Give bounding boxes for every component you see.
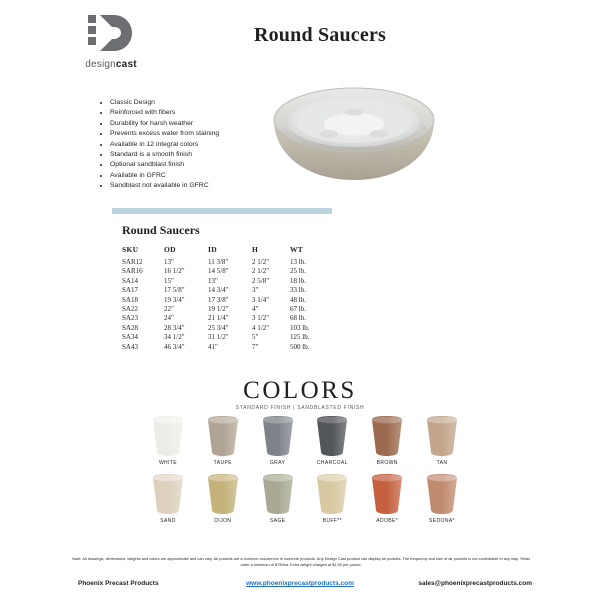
cell-id: 11 3/8"	[208, 258, 229, 266]
spec-table-title: Round Saucers	[122, 223, 200, 237]
spec-table	[122, 245, 324, 352]
table-row	[122, 314, 324, 323]
cell-wt: 500 lb.	[290, 342, 310, 351]
cell-h: 3 1/2"	[252, 314, 270, 323]
cell-id: 31 1/2"	[208, 333, 229, 342]
list-item: • Reinforced with fibers	[110, 108, 280, 118]
cell-id: 13"	[208, 276, 218, 285]
color-swatch-dijon[interactable]	[200, 472, 246, 524]
spec-panel	[112, 208, 332, 352]
color-swatch-adobe[interactable]	[364, 472, 410, 524]
pot-icon	[149, 414, 187, 458]
pot-icon	[204, 472, 242, 516]
table-row	[122, 258, 324, 267]
list-item: • Sandblast not available in GFRC	[110, 181, 280, 191]
cell-od: 17 5/8"	[164, 286, 185, 295]
color-label: TAN	[436, 460, 448, 466]
pot-icon	[313, 472, 351, 516]
brand-wordmark	[72, 59, 150, 70]
color-label: SAND	[160, 518, 176, 524]
list-item: • Prevents excess water from staining	[110, 129, 280, 139]
cell-id: 41"	[208, 342, 218, 351]
color-label: SAGE	[269, 518, 286, 524]
color-swatch-sand[interactable]	[145, 472, 191, 524]
color-label: TAUPE	[213, 460, 232, 466]
cell-od: 19 3/4"	[164, 295, 185, 304]
footer-website-link[interactable]: www.phoenixprecastproducts.com	[246, 580, 354, 587]
cell-wt: 25 lb.	[290, 267, 306, 276]
cell-h: 2 5/8"	[252, 276, 270, 285]
cell-od: 22"	[164, 304, 174, 313]
cell-wt: 103 lb.	[290, 323, 310, 332]
table-row	[122, 324, 324, 333]
list-item: • Available in GFRC	[110, 171, 280, 181]
page-footer	[0, 580, 600, 594]
list-item: • Available in 12 integral colors	[110, 140, 280, 150]
table-row	[122, 267, 324, 276]
cell-id: 19 1/2"	[208, 304, 229, 313]
column-header-od: OD	[164, 245, 176, 254]
cell-h: 2 1/2"	[252, 267, 270, 276]
color-swatch-gray[interactable]	[255, 414, 301, 466]
footer-company-name: Phoenix Precast Products	[78, 580, 159, 587]
cell-sku: SA23	[122, 314, 138, 323]
column-header-wt: WT	[290, 245, 304, 254]
cell-od: 15"	[164, 276, 174, 285]
color-label: SEDONA*	[429, 518, 455, 524]
cell-od: 24"	[164, 314, 174, 323]
color-swatch-white[interactable]	[145, 414, 191, 466]
pot-icon	[313, 414, 351, 458]
cell-wt: 33 lb.	[290, 286, 306, 295]
pot-icon	[423, 472, 461, 516]
colors-subtitle: STANDARD FINISH | SANDBLASTED FINISH	[235, 405, 365, 411]
cell-od: 16 1/2"	[164, 267, 185, 276]
page-header	[0, 0, 600, 78]
color-swatch-row	[145, 472, 465, 524]
page-title: Round Saucers	[253, 24, 387, 46]
cell-od: 46 3/4"	[164, 342, 185, 351]
table-row	[122, 343, 324, 352]
cell-sku: SA18	[122, 295, 138, 304]
table-header-row	[122, 245, 324, 258]
cell-h: 5"	[252, 333, 259, 342]
color-label: GRAY	[269, 460, 286, 466]
pot-icon	[259, 414, 297, 458]
cell-sku: SA17	[122, 286, 138, 295]
pot-icon	[368, 414, 406, 458]
cell-sku: SA34	[122, 333, 138, 342]
cell-id: 21 1/4"	[208, 314, 229, 323]
list-item: • Optional sandblast finish	[110, 160, 280, 170]
color-swatch-tan[interactable]	[419, 414, 465, 466]
cell-h: 4"	[252, 304, 259, 313]
cell-id: 25 3/4"	[208, 323, 229, 332]
column-header-h: H	[252, 245, 259, 254]
product-photo	[256, 68, 452, 196]
color-swatch-sedona[interactable]	[419, 472, 465, 524]
cell-wt: 48 lb.	[290, 295, 306, 304]
table-row	[122, 296, 324, 305]
cell-wt: 18 lb.	[290, 276, 306, 285]
cell-wt: 67 lb.	[290, 304, 306, 313]
cell-wt: 125 lb.	[290, 333, 310, 342]
colors-section-header	[0, 378, 600, 411]
cell-wt: 13 lb.	[290, 258, 306, 266]
cell-h: 2 1/2"	[252, 258, 270, 266]
cell-h: 7"	[252, 342, 259, 351]
cell-sku: SA28	[122, 323, 138, 332]
cell-sku: SA14	[122, 276, 138, 285]
table-row	[122, 286, 324, 295]
cell-h: 3 1/4"	[252, 295, 270, 304]
color-swatch-grid	[145, 414, 465, 530]
cell-h: 3"	[252, 286, 259, 295]
list-item: • Durability for harsh weather	[110, 119, 280, 129]
color-label: DIJON	[214, 518, 232, 524]
cell-h: 4 1/2"	[252, 323, 270, 332]
cell-sku: SAR16	[122, 267, 143, 276]
pot-icon	[259, 472, 297, 516]
color-swatch-brown[interactable]	[364, 414, 410, 466]
logo-text-light: design	[85, 59, 116, 70]
color-label: WHITE	[158, 460, 178, 466]
cell-od: 13"	[164, 258, 174, 266]
color-label: BROWN	[376, 460, 398, 466]
color-swatch-row	[145, 414, 465, 466]
cell-od: 34 1/2"	[164, 333, 185, 342]
table-row	[122, 305, 324, 314]
color-swatch-buff[interactable]	[309, 472, 355, 524]
pot-icon	[368, 472, 406, 516]
column-header-id: ID	[208, 245, 217, 254]
color-swatch-taupe[interactable]	[200, 414, 246, 466]
pot-icon	[204, 414, 242, 458]
color-label: ADOBE*	[376, 518, 399, 524]
feature-list	[96, 98, 280, 192]
cell-id: 14 3/4"	[208, 286, 229, 295]
cell-sku: SA22	[122, 304, 138, 313]
cell-sku: SA43	[122, 342, 138, 351]
list-item: • Standard is a smooth finish	[110, 150, 280, 160]
cell-wt: 68 lb.	[290, 314, 306, 323]
cell-id: 17 3/8"	[208, 295, 229, 304]
column-header-sku: SKU	[122, 245, 139, 254]
logo-text-bold: cast	[115, 59, 137, 70]
color-swatch-charcoal[interactable]	[309, 414, 355, 466]
cell-sku: SAR12	[122, 258, 143, 266]
list-item: • Classic Design	[110, 98, 280, 108]
table-row	[122, 333, 324, 342]
cell-id: 14 5/8"	[208, 267, 229, 276]
footer-email[interactable]: sales@phoenixprecastproducts.com	[418, 580, 532, 587]
color-swatch-sage[interactable]	[255, 472, 301, 524]
cell-od: 28 3/4"	[164, 323, 185, 332]
pot-icon	[423, 414, 461, 458]
color-label: BUFF**	[322, 518, 343, 524]
disclaimer-note: Note: All drawings, dimensions, weights and colors are approximate and can vary. All pockets are a common occurrence in concrete products. Any Design Cast product can display air pockets. The frequency and size of air pockets is not controllable in any way. *Must order a minimum of $750ea. Extra weight charged at $1.50 per pound.	[72, 556, 530, 567]
color-label: CHARCOAL	[316, 460, 348, 466]
pot-icon	[149, 472, 187, 516]
colors-title: COLORS	[243, 377, 357, 404]
table-row	[122, 277, 324, 286]
